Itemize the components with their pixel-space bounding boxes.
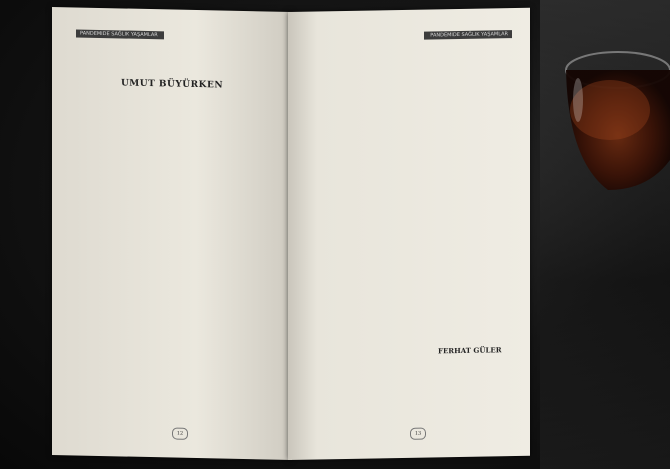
right-page-number: 13 bbox=[410, 428, 426, 440]
left-body-text bbox=[74, 99, 270, 103]
open-book bbox=[52, 12, 530, 460]
left-page-header: PANDEMIDE SAĞLIK YAŞAMLAR bbox=[76, 29, 164, 39]
left-page bbox=[52, 7, 292, 460]
left-page-number: 12 bbox=[172, 427, 188, 439]
right-page-header: PANDEMIDE SAĞLIK YAŞAMLAR bbox=[424, 30, 512, 40]
tea-glass bbox=[548, 40, 670, 200]
right-body-text bbox=[304, 62, 504, 65]
author-signature: FERHAT GÜLER bbox=[438, 345, 502, 356]
chapter-title: UMUT BÜYÜRKEN bbox=[120, 78, 224, 91]
right-page bbox=[288, 8, 530, 460]
